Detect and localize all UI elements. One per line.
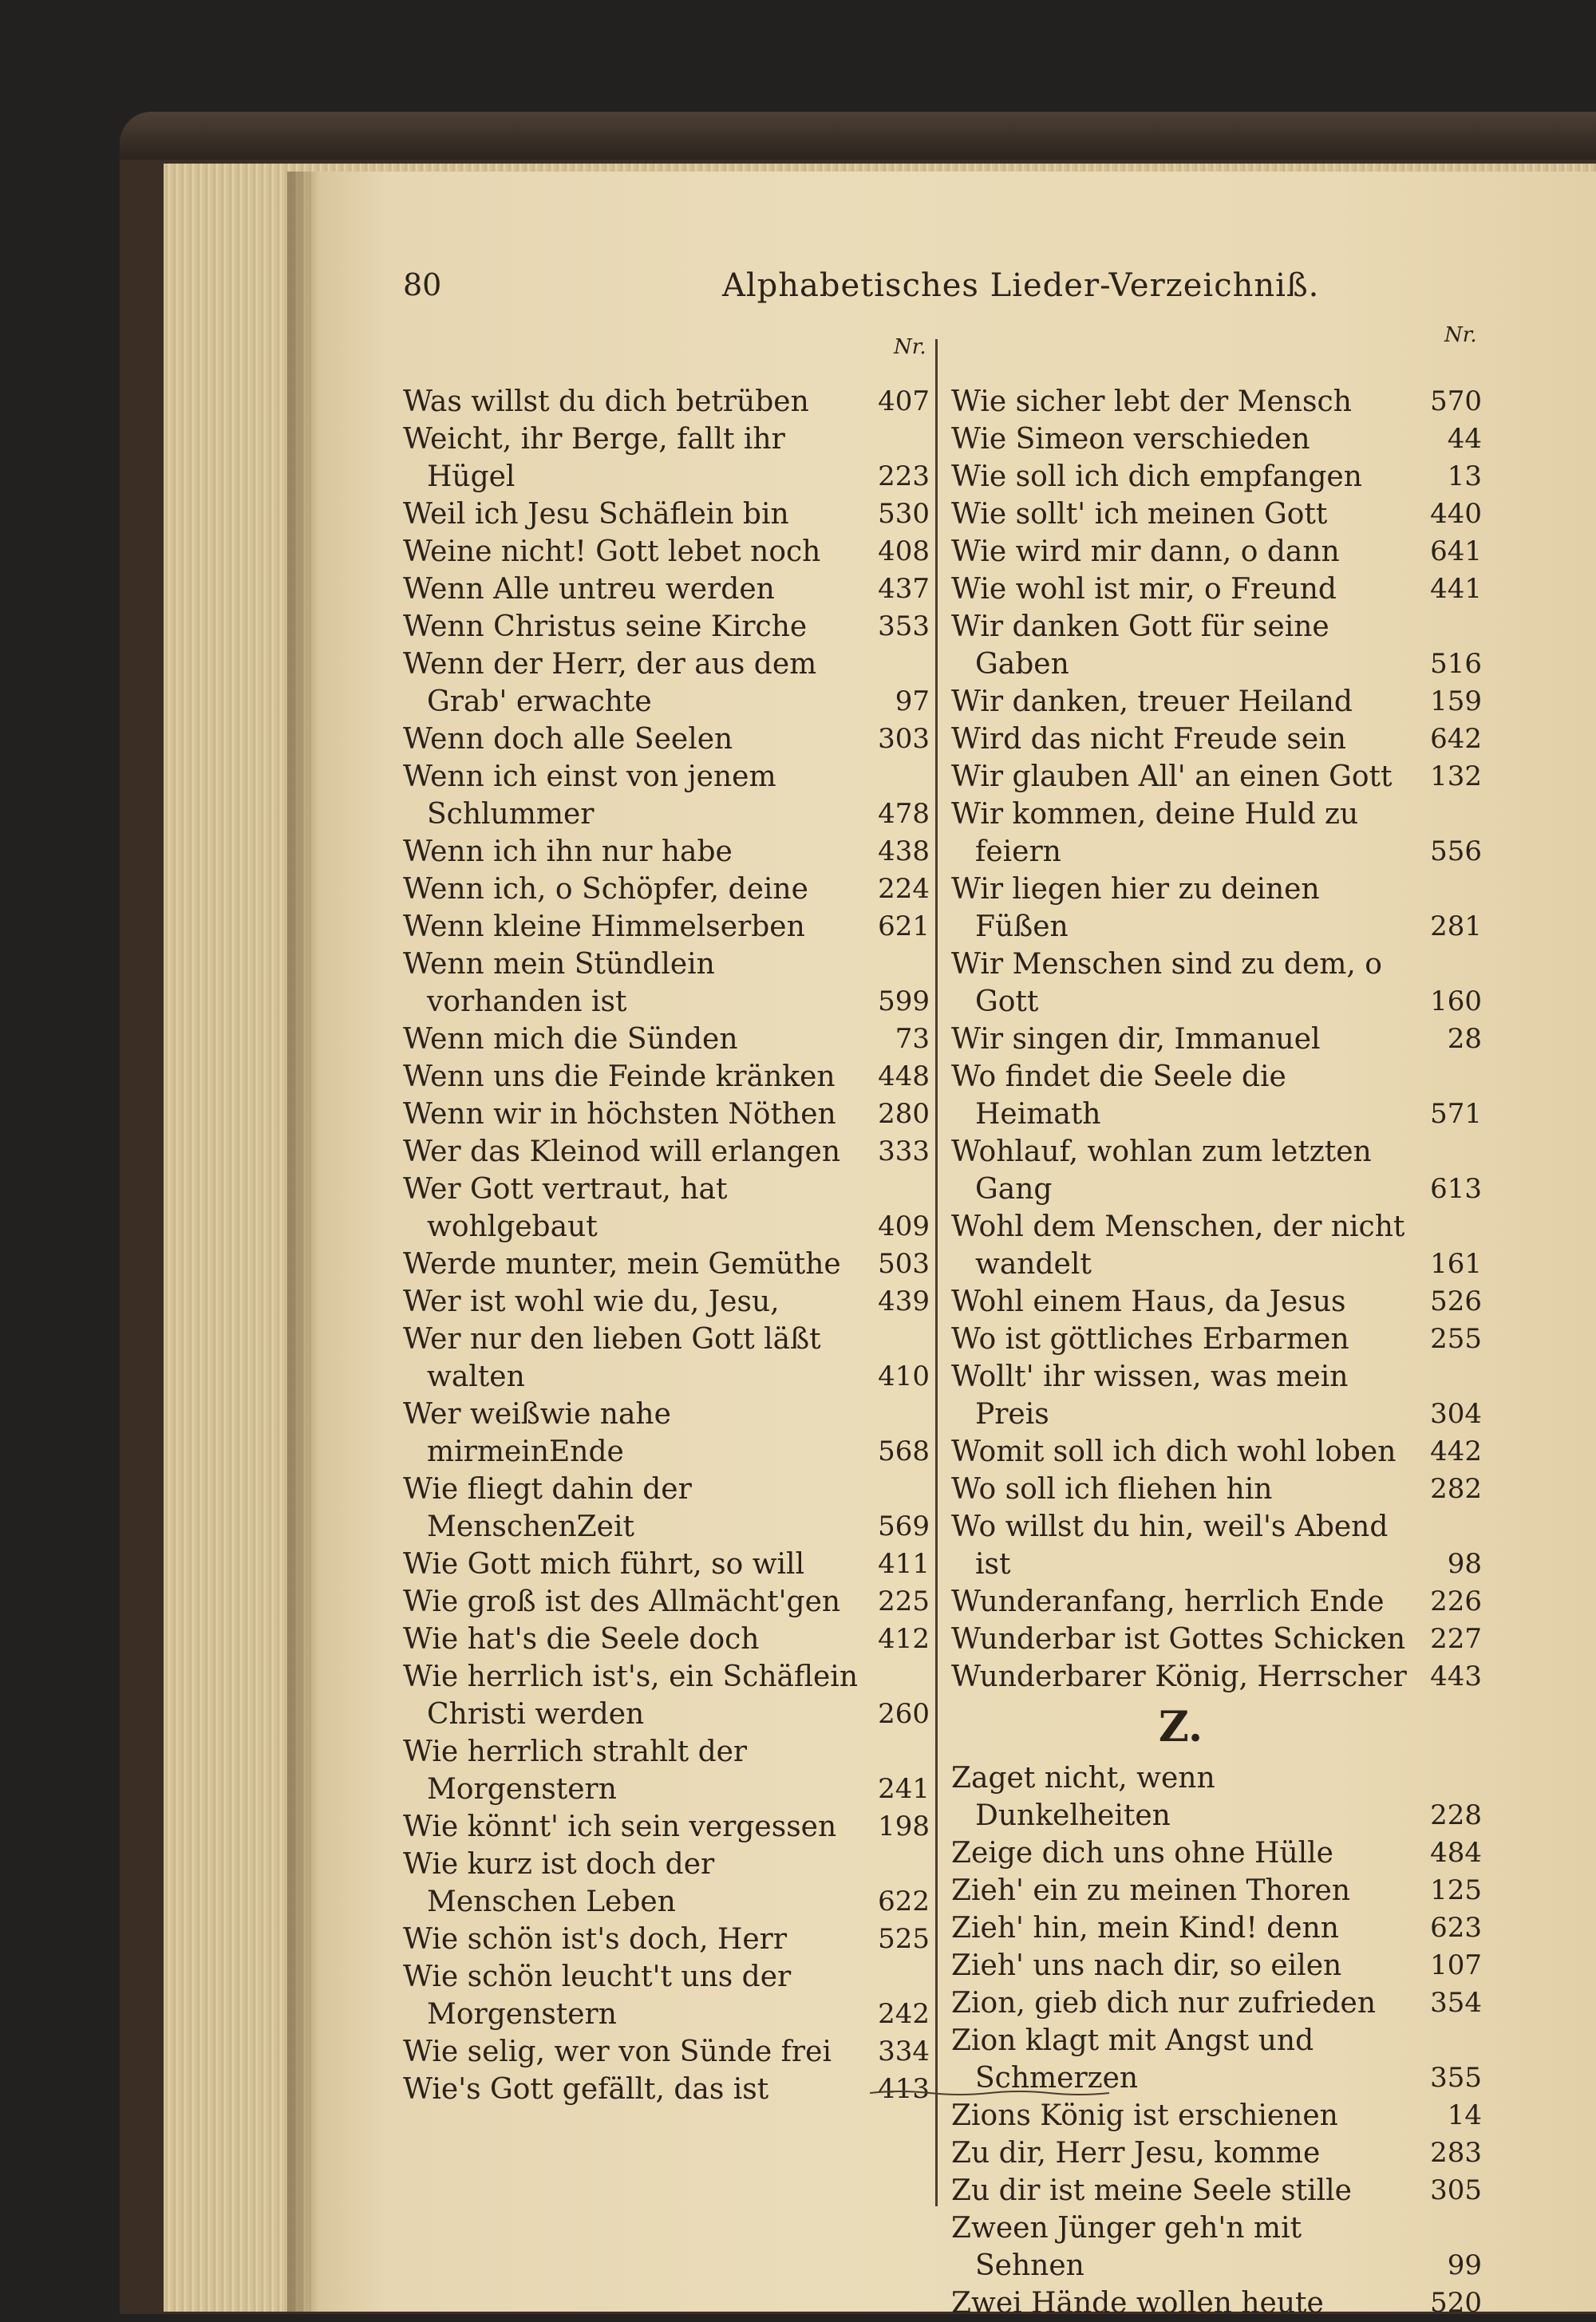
hymn-number: 642 [1430,723,1482,755]
hymn-title: Weicht, ihr Berge, fallt ihr Hügel [403,423,785,493]
hymn-title: Weil ich Jesu Schäflein bin [403,498,789,531]
section-letter-z: Z. [1158,1703,1203,1751]
hymn-title: Wo findet die Seele die Heimath [951,1060,1286,1131]
index-entry [951,2284,1482,2322]
hymn-title: Wohl dem Menschen, der nicht wandelt [951,1210,1405,1281]
hymn-title: Wohl einem Haus, da Jesus [951,1285,1346,1318]
hymn-number: 160 [1430,985,1482,1017]
hymn-title: Wo willst du hin, weil's Abend ist [951,1510,1389,1581]
index-entry [403,1096,930,1133]
hymn-title: Wenn mich die Sünden [403,1023,738,1056]
hymn-title: Wenn uns die Feinde kränken [403,1060,836,1093]
hymn-number: 227 [1430,1623,1482,1655]
hymn-number: 107 [1430,1949,1482,1981]
hymn-number: 569 [878,1510,930,1542]
hymn-number: 410 [878,1360,930,1392]
hymn-title: Wie schön ist's doch, Herr [403,1923,788,1956]
index-entry [403,946,930,1021]
nr-label-left: Nr. [894,335,926,359]
index-entry [403,908,930,946]
hymn-number: 623 [1430,1912,1482,1944]
index-entry [403,1846,930,1921]
hymn-number: 225 [878,1586,930,1617]
index-entry [403,533,930,571]
hymn-title: Wir singen dir, Immanuel [951,1023,1321,1056]
index-entry [951,608,1482,683]
hymn-title: Zween Jünger geh'n mit Sehnen [951,2212,1302,2282]
index-entry [403,758,930,833]
hymn-title: Wer weißwie nahe mirmeinEnde [403,1398,671,1468]
index-entry [403,1133,930,1171]
index-entry [403,721,930,758]
hymn-title: Zion, gieb dich nur zufrieden [951,1987,1377,2020]
hymn-number: 520 [1430,2287,1482,2319]
hymn-number: 503 [878,1248,930,1280]
hymn-title: Wunderbarer König, Herrscher [951,1661,1407,1693]
index-entry [403,496,930,533]
hymn-number: 305 [1430,2174,1482,2206]
index-entry [951,1283,1482,1321]
hymn-number: 13 [1447,460,1482,492]
running-title: Alphabetisches Lieder-Verzeichniß. [722,267,1320,304]
hymn-number: 641 [1430,535,1482,567]
hymn-number: 161 [1430,1248,1482,1280]
hymn-title: Wenn Alle untreu werden [403,573,775,606]
index-entry [403,1321,930,1396]
hymn-number: 159 [1430,685,1482,717]
hymn-title: Wie wohl ist mir, o Freund [951,573,1337,606]
hymn-number: 443 [1430,1661,1482,1692]
index-entry [403,1733,930,1808]
hymn-title: Wenn mein Stündlein vorhanden ist [403,948,715,1018]
hymn-title: Wie Simeon verschieden [951,423,1310,456]
hymn-number: 525 [878,1923,930,1955]
hymn-number: 412 [878,1623,930,1655]
hymn-number: 303 [878,723,930,755]
index-entry [403,1171,930,1246]
hymn-number: 283 [1430,2137,1482,2169]
index-entry [403,1658,930,1733]
hymn-title: Wenn der Herr, der aus dem Grab' erwachte [403,648,817,718]
index-entry [951,383,1482,421]
hymn-number: 224 [878,873,930,905]
hymn-number: 526 [1430,1285,1482,1317]
hymn-title: Weine nicht! Gott lebet noch [403,535,821,568]
hymn-number: 408 [878,535,930,567]
hymn-number: 439 [878,1285,930,1317]
hymn-title: Wo ist göttliches Erbarmen [951,1323,1349,1356]
index-entry [951,1947,1482,1984]
hymn-number: 304 [1430,1398,1482,1430]
index-entry [951,1984,1482,2022]
index-entry [403,1246,930,1283]
hymn-number: 570 [1430,385,1482,417]
book-cover-edge [120,112,1596,160]
index-entry [403,2033,930,2071]
index-entry [403,383,930,421]
page-number: 80 [403,267,442,302]
hymn-title: Zieh' ein zu meinen Thoren [951,1874,1351,1907]
hymn-title: Zieh' hin, mein Kind! denn [951,1912,1339,1945]
hymn-title: Wer ist wohl wie du, Jesu, [403,1285,780,1318]
hymn-number: 223 [878,460,930,492]
index-entry [951,496,1482,533]
hymn-number: 516 [1430,648,1482,680]
index-entry [951,2172,1482,2209]
hymn-title: Wenn kleine Himmelserben [403,910,805,943]
hymn-title: Zu dir, Herr Jesu, komme [951,2137,1321,2170]
hymn-title: Womit soll ich dich wohl loben [951,1435,1396,1468]
index-entry [951,1358,1482,1433]
hymn-title: Werde munter, mein Gemüthe [403,1248,841,1281]
index-entry [951,2097,1482,2134]
index-entry [951,1508,1482,1583]
hymn-number: 437 [878,573,930,605]
column-divider [935,339,938,2206]
hymn-title: Wie sicher lebt der Mensch [951,385,1352,418]
index-entry [951,1583,1482,1621]
hymn-title: Wohlauf, wohlan zum letzten Gang [951,1135,1372,1206]
hymn-title: Wer Gott vertraut, hat wohlgebaut [403,1173,728,1243]
hymn-number: 442 [1430,1435,1482,1467]
index-entry [951,1658,1482,1696]
index-entry [403,571,930,608]
right-column [951,383,1482,2322]
hymn-number: 99 [1447,2249,1482,2281]
hymn-title: Wollt' ihr wissen, was mein Preis [951,1360,1349,1431]
hymn-number: 440 [1430,498,1482,530]
index-entry [403,1921,930,1958]
hymn-title: Wenn ich ihn nur habe [403,835,733,868]
index-entry [951,721,1482,758]
hymn-number: 571 [1430,1098,1482,1130]
hymn-title: Wie wird mir dann, o dann [951,535,1340,568]
index-entry [951,533,1482,571]
index-entry [951,1321,1482,1358]
hymn-title: Wenn ich, o Schöpfer, deine [403,873,808,906]
index-entry [403,833,930,871]
index-entry [951,1872,1482,1909]
hymn-number: 73 [895,1023,930,1055]
index-entry [951,1471,1482,1508]
hymn-number: 333 [878,1135,930,1167]
hymn-title: Wir kommen, deine Huld zu feiern [951,798,1359,868]
hymn-number: 448 [878,1060,930,1092]
hymn-number: 281 [1430,910,1482,942]
hymn-number: 411 [878,1548,930,1580]
hymn-number: 260 [878,1698,930,1730]
hymn-number: 484 [1430,1837,1482,1869]
hymn-number: 478 [878,798,930,830]
index-entry [951,946,1482,1021]
hymn-title: Wie kurz ist doch der Menschen Leben [403,1848,715,1918]
index-entry [403,1621,930,1658]
index-entry [403,871,930,908]
hymn-title: Wer das Kleinod will erlangen [403,1135,841,1168]
footer-ornament [870,2084,1109,2091]
page-gutter-shadow [287,172,319,2312]
index-entry [403,608,930,646]
hymn-title: Wie sollt' ich meinen Gott [951,498,1328,531]
index-entry [951,1021,1482,1058]
index-entry [951,2209,1482,2284]
hymn-title: Wenn ich einst von jenem Schlummer [403,760,776,831]
hymn-number: 599 [878,985,930,1017]
hymn-number: 438 [878,835,930,867]
hymn-title: Wer nur den lieben Gott läßt walten [403,1323,821,1393]
hymn-number: 241 [878,1773,930,1805]
hymn-number: 242 [878,1998,930,2030]
hymn-title: Wird das nicht Freude sein [951,723,1346,756]
hymn-title: Wie schön leucht't uns der Morgenstern [403,1961,792,2031]
hymn-title: Wie herrlich ist's, ein Schäflein Christi werden [403,1661,859,1731]
hymn-number: 568 [878,1435,930,1467]
index-entry [403,2071,930,2108]
hymn-number: 198 [878,1811,930,1842]
hymn-title: Wenn doch alle Seelen [403,723,733,756]
index-entry [951,1133,1482,1208]
index-entry [403,1958,930,2033]
hymn-title: Zieh' uns nach dir, so eilen [951,1949,1342,1982]
index-entry [951,1058,1482,1133]
hymn-number: 280 [878,1098,930,1130]
page-header [403,267,1560,315]
index-entry [951,758,1482,796]
hymn-title: Wie selig, wer von Sünde frei [403,2036,832,2068]
index-entry [951,2134,1482,2172]
index-entry [951,571,1482,608]
hymn-number: 97 [895,685,930,717]
hymn-title: Zions König ist erschienen [951,2099,1338,2132]
index-entry [951,421,1482,458]
hymn-number: 98 [1447,1548,1482,1580]
hymn-number: 530 [878,498,930,530]
index-entry [951,1208,1482,1283]
hymn-number: 226 [1430,1586,1482,1617]
hymn-title: Zion klagt mit Angst und Schmerzen [951,2024,1314,2095]
hymn-number: 441 [1430,573,1482,605]
hymn-title: Wir danken Gott für seine Gaben [951,610,1329,681]
hymn-title: Wie fliegt dahin der MenschenZeit [403,1473,692,1543]
hymn-number: 409 [878,1210,930,1242]
hymn-title: Wir Menschen sind zu dem, o Gott [951,948,1382,1018]
index-entry [951,1759,1482,1834]
hymn-title: Wir liegen hier zu deinen Füßen [951,873,1320,943]
hymn-title: Was willst du dich betrüben [403,385,809,418]
hymn-number: 413 [878,2073,930,2105]
hymn-title: Wie Gott mich führt, so will [403,1548,805,1581]
index-entry [951,1834,1482,1872]
hymn-title: Wie's Gott gefällt, das ist [403,2073,769,2106]
index-entry [403,1058,930,1096]
hymn-title: Wie könnt' ich sein vergessen [403,1811,837,1843]
hymn-title: Wir danken, treuer Heiland [951,685,1353,718]
hymn-title: Zu dir ist meine Seele stille [951,2174,1352,2207]
hymn-title: Wie groß ist des Allmächt'gen [403,1586,841,1618]
index-entry [403,1283,930,1321]
index-entry [951,683,1482,721]
hymn-title: Zaget nicht, wenn Dunkelheiten [951,1762,1215,1832]
hymn-number: 132 [1430,760,1482,792]
hymn-title: Wie soll ich dich empfangen [951,460,1362,493]
index-entry [951,458,1482,496]
hymn-number: 556 [1430,835,1482,867]
index-entry [403,1583,930,1621]
index-entry [403,1808,930,1846]
hymn-number: 282 [1430,1473,1482,1505]
hymn-title: Zeige dich uns ohne Hülle [951,1837,1333,1870]
index-entry [403,421,930,496]
index-entry [951,871,1482,946]
index-entry [403,1471,930,1546]
right-w-entries [951,383,1482,1696]
hymn-number: 353 [878,610,930,642]
left-column [403,383,930,2108]
hymn-number: 228 [1430,1799,1482,1831]
hymn-title: Wenn wir in höchsten Nöthen [403,1098,836,1131]
index-entry [403,1546,930,1583]
hymn-title: Wenn Christus seine Kirche [403,610,808,643]
hymn-number: 28 [1447,1023,1482,1055]
hymn-number: 622 [878,1886,930,1917]
index-entry [951,1433,1482,1471]
hymn-number: 355 [1430,2062,1482,2094]
hymn-title: Wir glauben All' an einen Gott [951,760,1393,793]
hymn-number: 255 [1430,1323,1482,1355]
nr-label-right: Nr. [1444,323,1477,347]
hymn-number: 44 [1447,423,1482,455]
hymn-title: Wunderanfang, herrlich Ende [951,1586,1385,1618]
index-entry [403,646,930,721]
z-entries [951,1759,1482,2322]
book-page [311,172,1596,2320]
hymn-number: 354 [1430,1987,1482,2019]
hymn-number: 407 [878,385,930,417]
hymn-number: 334 [878,2036,930,2067]
hymn-number: 14 [1447,2099,1482,2131]
index-entry [951,1621,1482,1658]
hymn-number: 125 [1430,1874,1482,1906]
hymn-title: Wie hat's die Seele doch [403,1623,760,1656]
hymn-number: 621 [878,910,930,942]
hymn-title: Zwei Hände wollen heute [951,2287,1324,2320]
hymn-number: 613 [1430,1173,1482,1205]
hymn-title: Wunderbar ist Gottes Schicken [951,1623,1406,1656]
index-entry [403,1021,930,1058]
index-entry [951,796,1482,871]
hymn-title: Wie herrlich strahlt der Morgenstern [403,1736,748,1806]
index-entry [951,1909,1482,1947]
index-entry [403,1396,930,1471]
hymn-title: Wo soll ich fliehen hin [951,1473,1273,1506]
